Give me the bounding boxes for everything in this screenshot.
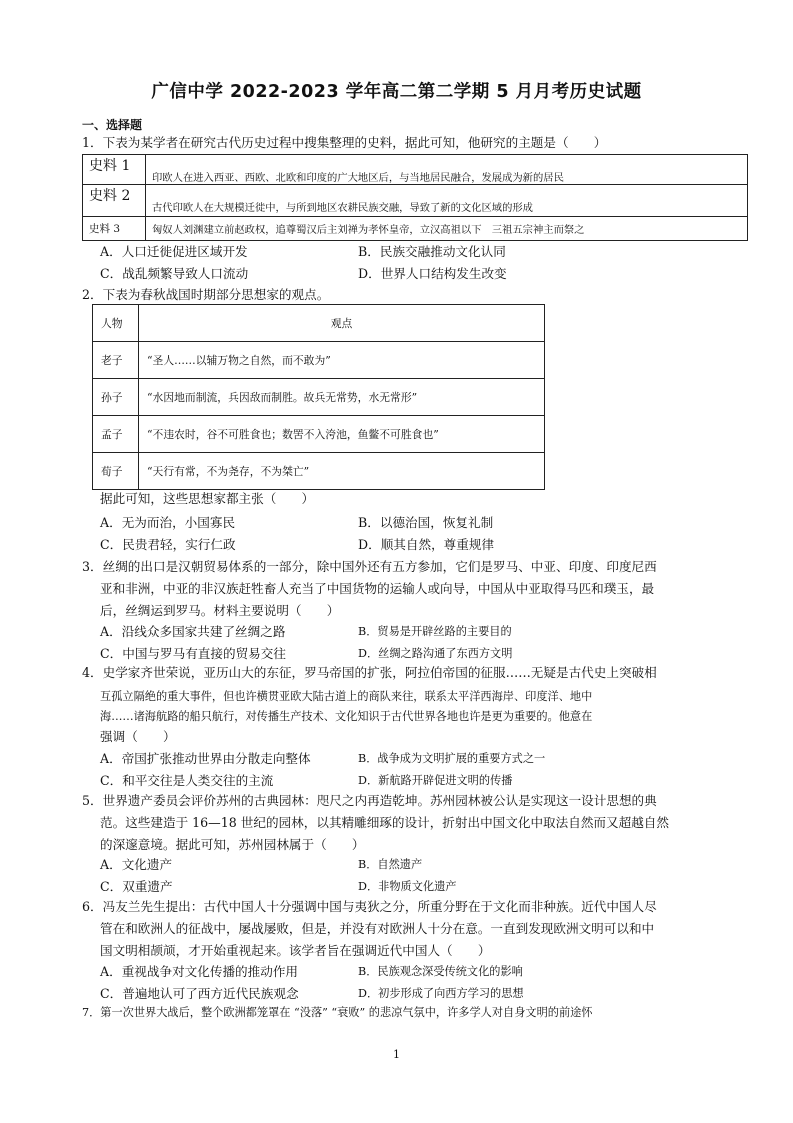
question-7-line: 7．第一次世界大战后，整个欧洲都笼罩在 “没落” “衰败” 的悲凉气氛中，许多学人对自身文明的前途怀: [82, 1006, 593, 1019]
q2-thinker-name: 老子: [93, 342, 139, 379]
q2-prompt: 据此可知，这些思想家都主张（ ）: [100, 491, 315, 506]
question-5-line: 5．世界遗产委员会评价苏州的古典园林：咫尺之内再造乾坤。苏州园林被公认是实现这一设计思想的典: [82, 793, 657, 808]
q2-thinker-table: [92, 304, 545, 490]
option-b: B．民族交融推动文化认同: [358, 244, 506, 259]
option-d: D．丝绸之路沟通了东西方文明: [358, 647, 513, 660]
q2-thinker-name: 孟子: [93, 416, 139, 453]
option-a: A．无为而治，小国寡民: [100, 515, 236, 530]
question-6-line: 管在和欧洲人的征战中，屡战屡败，但是，并没有对欧洲人十分在意。一直到发现欧洲文明可以和中: [100, 921, 655, 936]
q1-source-text: 古代印欧人在大规模迁徙中，与所到地区农耕民族交融，导致了新的文化区域的形成: [146, 185, 748, 217]
option-d: D．非物质文化遗产: [358, 880, 457, 893]
question-5-line: 范。这些建造于 16—18 世纪的园林，以其精雕细琢的设计，折射出中国文化中取法自然而又超越自然: [100, 815, 669, 830]
option-b: B．自然遗产: [358, 858, 423, 871]
option-c: C．中国与罗马有直接的贸易交往: [100, 646, 286, 661]
option-b: B．以德治国，恢复礼制: [358, 515, 494, 530]
q2-thinker-name: 荀子: [93, 453, 139, 490]
option-a: A．人口迁徙促进区域开发: [100, 244, 248, 259]
question-2-stem: 2．下表为春秋战国时期部分思想家的观点。: [82, 287, 330, 302]
question-1-stem: 1．下表为某学者在研究古代历史过程中搜集整理的史料，据此可知，他研究的主题是（ ）: [82, 135, 607, 150]
option-b: B．民族观念深受传统文化的影响: [358, 965, 523, 978]
exam-title: 广信中学 2022-2023 学年高二第二学期 5 月月考历史试题: [151, 82, 642, 102]
question-4-line: 海……诸海航路的船只航行，对传播生产技术、文化知识于古代世界各地也许是更为重要的。他意在: [100, 710, 593, 723]
question-4-line: 强调（ ）: [100, 729, 176, 744]
option-c: C．民贵君轻，实行仁政: [100, 537, 236, 552]
page-number: 1: [393, 1048, 400, 1061]
q1-source-label: 史料 2: [83, 185, 146, 217]
question-5-line: 的深邃意境。据此可知，苏州园林属于（ ）: [100, 837, 365, 852]
option-d: D．顺其自然，尊重规律: [358, 537, 495, 552]
q2-thinker-view: “圣人……以辅万物之自然，而不敢为”: [139, 342, 545, 379]
option-a: A．重视战争对文化传播的推动作用: [100, 964, 299, 979]
question-3-line: 3．丝绸的出口是汉朝贸易体系的一部分，除中国外还有五方参加，它们是罗马、中亚、印度、印度尼西: [82, 559, 657, 574]
option-a: A．沿线众多国家共建了丝绸之路: [100, 624, 286, 639]
option-a: A．文化遗产: [100, 857, 173, 872]
option-d: D．新航路开辟促进文明的传播: [358, 774, 513, 787]
q1-source-table: [82, 154, 748, 241]
question-6-line: 6．冯友兰先生提出：古代中国人十分强调中国与夷狄之分，所重分野在于文化而非种族。近代中国人尽: [82, 899, 657, 914]
q1-source-label: 史料 3: [83, 217, 146, 241]
section-heading: 一、选择题: [82, 118, 143, 132]
q1-source-text: 匈奴人刘渊建立前赵政权，追尊蜀汉后主刘禅为孝怀皇帝，立汉高祖以下 三祖五宗神主而祭之: [146, 217, 748, 241]
option-b: B．贸易是开辟丝路的主要目的: [358, 625, 512, 638]
option-c: C．和平交往是人类交往的主流: [100, 773, 274, 788]
option-c: C．双重遗产: [100, 879, 173, 894]
option-c: C．战乱频繁导致人口流动: [100, 266, 249, 281]
q2-header-view: 观点: [139, 305, 545, 342]
question-4-line: 互孤立隔绝的重大事件，但也许横贯亚欧大陆古道上的商队来往，联系太平洋西海岸、印度洋、地中: [100, 690, 593, 703]
question-3-line: 后，丝绸运到罗马。材料主要说明（ ）: [100, 603, 340, 618]
q2-thinker-view: “天行有常，不为尧存，不为桀亡”: [139, 453, 545, 490]
q2-thinker-name: 孙子: [93, 379, 139, 416]
q1-source-text: 印欧人在进入西亚、西欧、北欧和印度的广大地区后，与当地居民融合，发展成为新的居民: [146, 155, 748, 185]
option-a: A．帝国扩张推动世界由分散走向整体: [100, 751, 311, 766]
q1-source-label: 史料 1: [83, 155, 146, 185]
question-3-line: 亚和非洲，中亚的非汉族赶牲畜人充当了中国货物的运输人或向导，中国从中亚取得马匹和璞玉，最: [100, 581, 655, 596]
q2-header-person: 人物: [93, 305, 139, 342]
question-4-line: 4．史学家齐世荣说，亚历山大的东征，罗马帝国的扩张，阿拉伯帝国的征服……无疑是古代史上突破相: [82, 665, 657, 680]
q2-thinker-view: “水因地而制流，兵因敌而制胜。故兵无常势，水无常形”: [139, 379, 545, 416]
option-b: B．战争成为文明扩展的重要方式之一: [358, 752, 546, 765]
question-6-line: 国文明相颉颃，才开始重视起来。该学者旨在强调近代中国人（ ）: [100, 943, 491, 958]
option-d: D．初步形成了向西方学习的思想: [358, 987, 524, 1000]
option-c: C．普遍地认可了西方近代民族观念: [100, 986, 299, 1001]
option-d: D．世界人口结构发生改变: [358, 266, 507, 281]
q2-thinker-view: “不违农时，谷不可胜食也；数罟不入洿池，鱼鳖不可胜食也”: [139, 416, 545, 453]
